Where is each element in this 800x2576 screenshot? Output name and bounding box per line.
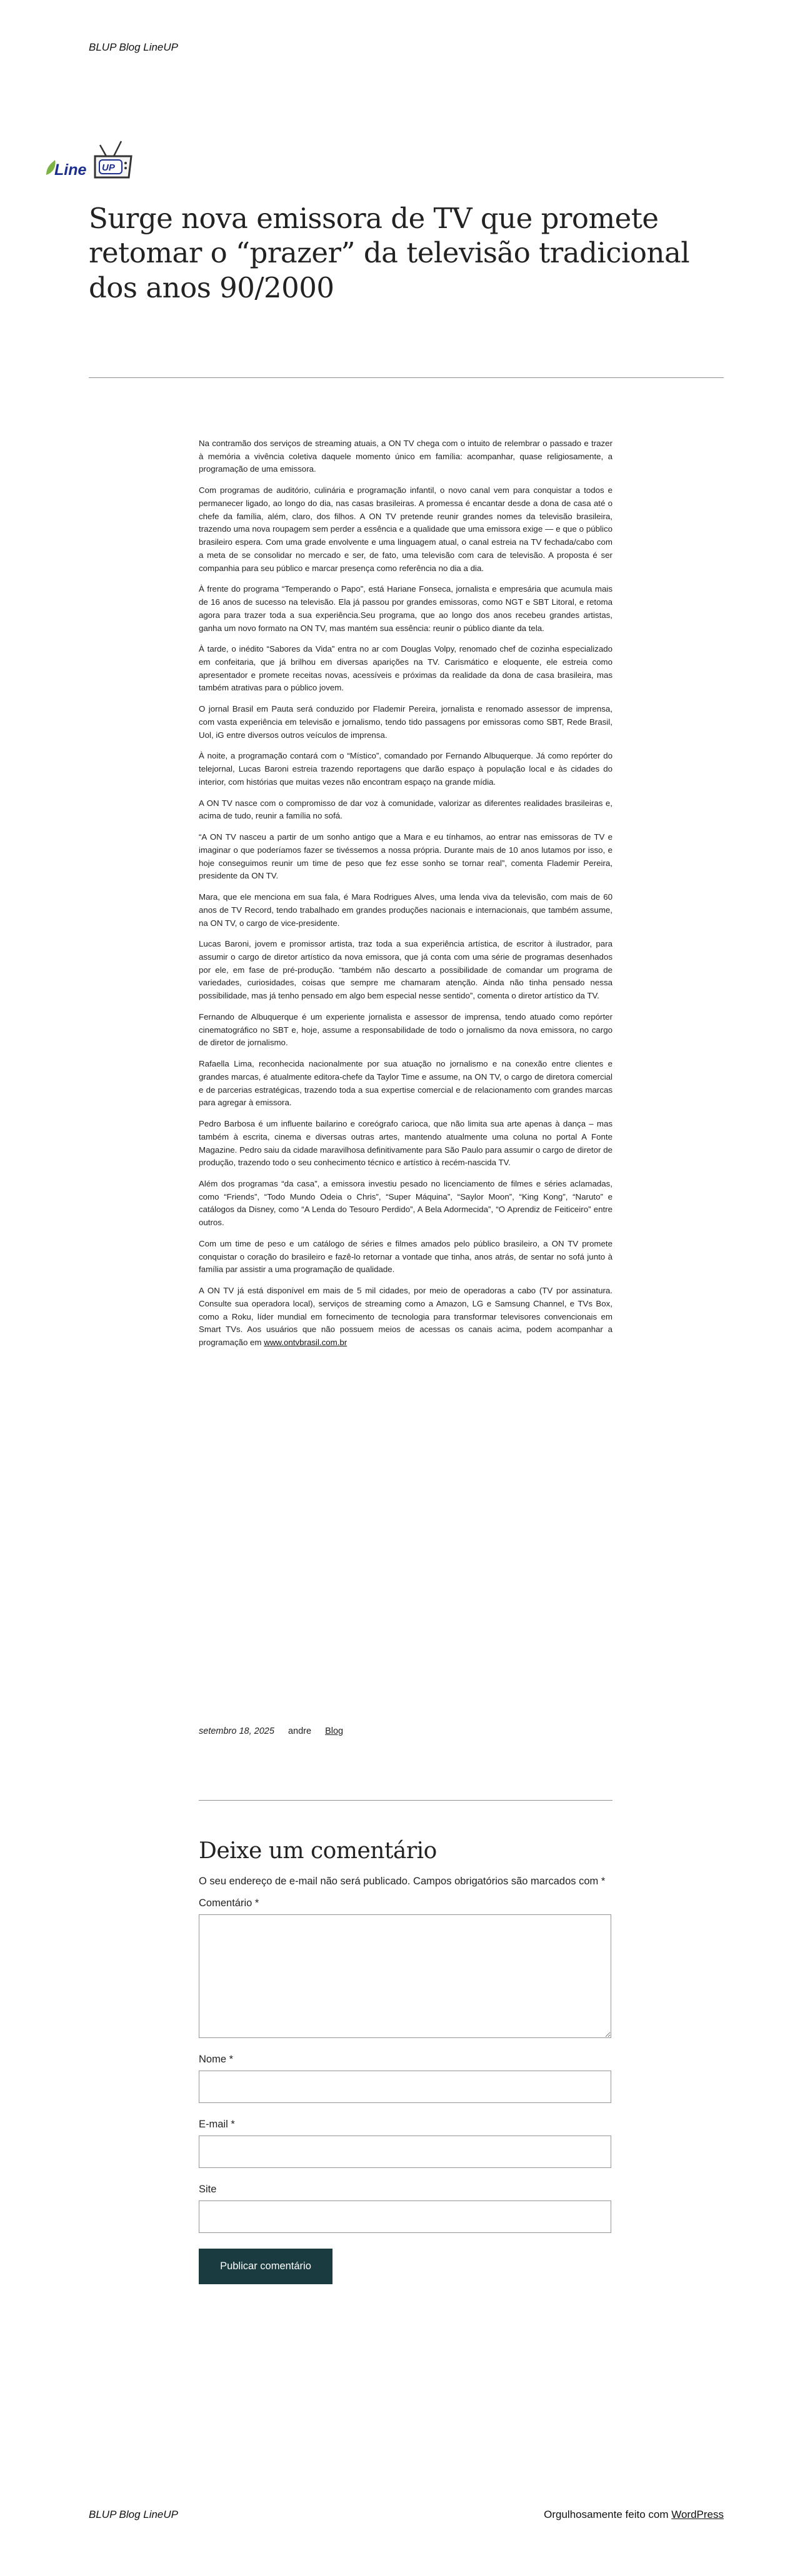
lineup-logo[interactable] — [44, 139, 147, 187]
post-date: setembro 18, 2025 — [199, 1726, 274, 1736]
antenna-left — [100, 145, 106, 156]
logo-text-line: Line — [54, 161, 87, 179]
paragraph: À tarde, o inédito “Sabores da Vida” entra no ar com Douglas Volpy, renomado chef de cozinha especializado em confeitaria, que já brilhou em diversas aparições na TV. Carismático e eloquente, ele estreia como apresentador e promete receitas novas, acessíveis e próximas da realidade da dona de casa brasileira, mas também atrativas para o público jovem. — [199, 644, 612, 693]
paragraph-last — [199, 1285, 612, 1350]
comment-notes: O seu endereço de e-mail não será publicado. Campos obrigatórios são marcados com * — [199, 1876, 606, 1887]
paragraph: Rafaella Lima, reconhecida nacionalmente por sua atuação no jornalismo e na conexão entre clientes e grandes marcas, é atualmente editora-chefe da Taylor Time e assume, na ON TV, o cargo de diretora comercial e de parcerias estratégicas, trazendo toda a sua expertise comercial e de relacionamento com grandes marcas para agregar à emissora. — [199, 1059, 612, 1108]
email-label: E-mail * — [199, 2118, 235, 2130]
tv-knob-icon — [124, 167, 127, 169]
comments-heading: Deixe um comentário — [199, 1838, 437, 1864]
footer-credit — [544, 2509, 724, 2521]
ontv-website-link[interactable]: www.ontvbrasil.com.br — [264, 1338, 348, 1348]
paragraph: Lucas Baroni, jovem e promissor artista, traz toda a sua experiência artística, de escritor à ilustrador, para assumir o cargo de diretor artístico da nova emissora, que já conta com uma série de programas desenhados por ele, em fase de pré-produção. “também não descarto a possibilidade de comandar um programa de variedades, curiosidades, coisas que sempre me chamaram atenção. Ainda não tinha pensado nessa possibilidade, mas já tenho pensado em algo bem especial nesse sentido”, comenta o diretor artístico da TV. — [199, 939, 612, 1001]
comments-separator — [199, 1800, 612, 1801]
wordpress-link[interactable]: WordPress — [671, 2509, 724, 2520]
post-content — [199, 437, 612, 1358]
antenna-right — [114, 141, 121, 156]
logo-text-up: UP — [102, 162, 115, 173]
comment-form — [199, 1838, 612, 2284]
paragraph: Com um time de peso e um catálogo de séries e filmes amados pelo público brasileiro, a ON TV promete conquistar o coração do brasileiro e fazê-lo retornar a vontade que tinha, anos atrás, de sentar no sofá junto à família par assistir a uma programação de qualidade. — [199, 1238, 612, 1275]
site-label: Site — [199, 2183, 217, 2195]
site-title[interactable]: BLUP Blog LineUP — [89, 41, 179, 53]
last-paragraph-text: A ON TV já está disponível em mais de 5 mil cidades, por meio de operadoras a cabo (TV por assinatura. Consulte sua operadora local), serviços de streaming como a Amazon, LG e Samsung Channel, e TVs Box, como a Roku, líder mundial em fornecimento de tecnologia para transformar televisores convencionais em Smart TVs. Aos usuários que não possuem meios de acessas os canais acima, podem acompanhar a programação em — [199, 1286, 612, 1348]
paragraph: Pedro Barbosa é um influente bailarino e coreógrafo carioca, que não limita sua arte apenas à dança – mas também à escrita, cinema e diversas outras artes, mantendo atualmente uma coluna no portal A Fonte Magazine. Pedro saiu da cidade maravilhosa definitivamente para São Paulo para assumir o cargo de diretor de produção, trazendo todo o seu conhecimento técnico e artístico à recém-nascida TV. — [199, 1119, 612, 1168]
footer-credit-text: Orgulhosamente feito com — [544, 2509, 672, 2520]
paragraph: Com programas de auditório, culinária e programação infantil, o novo canal vem para conquistar a todos e permanecer ligado, ao longo do dia, nas casas brasileiras. A promessa é encantar desde a dona de casa até o chefe da família, além, claro, dos filhos. A ON TV pretende reunir grandes nomes da televisão brasileira, trazendo uma nova roupagem sem perder a essência e a qualidade que uma emissora exige — e que o público brasileiro espera. Com uma grade envolvente e uma linguagem atual, o canal estreia na TV fechada/cabo com a meta de se consolidar no mercado e ser, de fato, uma televisão com cara de televisão. A proposta é ser companhia para seu público e marcar presença como referência no dia a dia. — [199, 485, 612, 573]
paragraph: Mara, que ele menciona em sua fala, é Mara Rodrigues Alves, uma lenda viva da televisão, com mais de 60 anos de TV Record, tendo trabalhado em grandes produções nacionais e internacionais, que também assume, na ON TV, o cargo de vice-presidente. — [199, 892, 612, 928]
post-meta — [199, 1726, 343, 1736]
email-input[interactable] — [199, 2136, 611, 2168]
post-category-link[interactable]: Blog — [325, 1726, 344, 1736]
post-title: Surge nova emissora de TV que promete retomar o “prazer” da televisão tradicional dos anos 90/2000 — [89, 202, 690, 304]
paragraph: À noite, a programação contará com o “Místico”, comandado por Fernando Albuquerque. Já como repórter do telejornal, Lucas Baroni estreia trazendo reportagens que darão espaço à população local e às cidades do interior, com histórias que muitas vezes não encontram espaço na grande mídia. — [199, 751, 612, 787]
paragraph: Na contramão dos serviços de streaming atuais, a ON TV chega com o intuito de relembrar o passado e trazer à memória a vivência coletiva daquele momento único em família: acompanhar, quase religiosamente, a programação de uma emissora. — [199, 439, 612, 474]
site-input[interactable] — [199, 2201, 611, 2233]
paragraph: Fernando de Albuquerque é um experiente jornalista e assessor de imprensa, tendo atuado como repórter cinematográfico no SBT e, hoje, assume a responsabilidade de todo o jornalismo da nova emissora, no cargo de diretor de jornalismo. — [199, 1012, 612, 1048]
paragraph: À frente do programa “Temperando o Papo”, está Hariane Fonseca, jornalista e empresária que acumula mais de 16 anos de sucesso na televisão. Ela já passou por grandes emissoras, como NGT e SBT Litoral, e retoma agora para trazer toda a sua experiência.Seu programa, que ao longo dos anos recebeu grandes artistas, ganha um novo formato na ON TV, mas mantém sua essência: reunir o público diante da tela. — [199, 584, 612, 633]
paragraph: Além dos programas “da casa”, a emissora investiu pesado no licenciamento de filmes e séries aclamadas, como “Friends”, “Todo Mundo Odeia o Chris”, “Super Máquina”, “Saylor Moon”, “King Kong”, “Naruto” e catálogos da Disney, como “A Lenda do Tesouro Perdido”, A Bela Adormecida”, “O Aprendiz de Feiticeiro” entre outros. — [199, 1178, 612, 1228]
paragraph: “A ON TV nasceu a partir de um sonho antigo que a Mara e eu tínhamos, ao entrar nas emissoras de TV e imaginar o que poderíamos fazer se tivéssemos a nossa própria. Durante mais de 10 anos lutamos por isso, e hoje conseguimos reunir um time de peso que fez esse sonho se tornar real”, comenta Flademir Pereira, presidente da ON TV. — [199, 832, 612, 881]
post-author: andre — [288, 1726, 312, 1736]
tv-knob-icon — [124, 162, 127, 164]
footer-site-title[interactable]: BLUP Blog LineUP — [89, 2509, 179, 2520]
title-separator — [89, 377, 724, 378]
comment-label: Comentário * — [199, 1897, 259, 1909]
submit-comment-button[interactable]: Publicar comentário — [199, 2249, 332, 2284]
name-input[interactable] — [199, 2071, 611, 2103]
paragraph: O jornal Brasil em Pauta será conduzido por Flademir Pereira, jornalista e renomado assessor de imprensa, com vasta experiência em televisão e jornalismo, tendo tido passagens por emissoras como SBT, Rede Brasil, Uol, iG entre diversos outros veículos de imprensa. — [199, 704, 612, 740]
comment-textarea[interactable] — [199, 1914, 611, 2038]
paragraph: A ON TV nasce com o compromisso de dar voz à comunidade, valorizar as diferentes realidades brasileiras e, acima de tudo, reunir a família no sofá. — [199, 798, 612, 821]
name-label: Nome * — [199, 2053, 234, 2065]
